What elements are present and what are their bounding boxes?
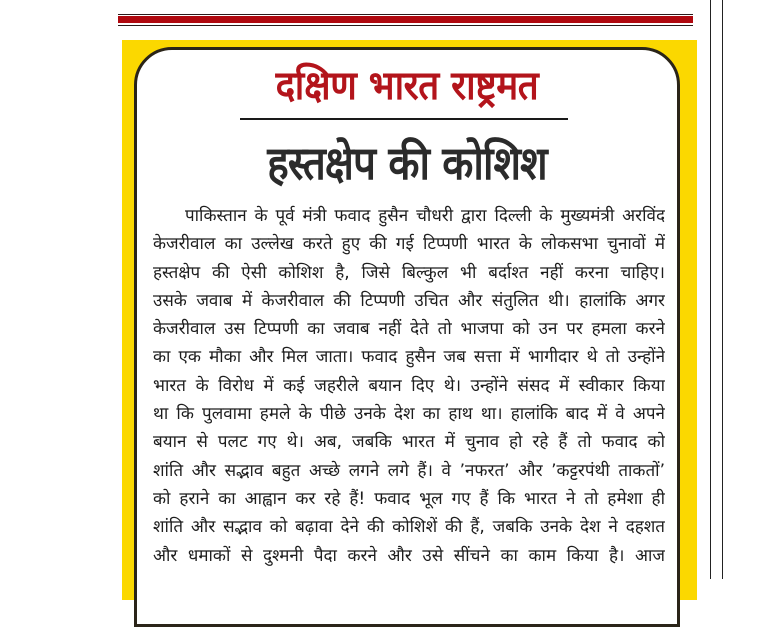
editorial-body xyxy=(153,202,665,570)
body-line: का एक मौका और मिल जाता। फवाद हुसैन जब सत्ता में भागीदार थे तो उन्होंने xyxy=(153,347,665,368)
body-line: केजरीवाल का उल्लेख करते हुए की गई टिप्पणी भारत के लोकसभा चुनावों में xyxy=(153,234,665,255)
column-divider-right xyxy=(722,0,723,579)
top-rule-thin-lower xyxy=(118,25,693,26)
body-line: था कि पुलवामा हमले के पीछे उनके देश का हाथ था। हालांकि बाद में वे अपने xyxy=(153,404,665,425)
editorial-headline: हस्तक्षेप की कोशिश xyxy=(267,136,547,190)
body-line: को हराने का आह्वान कर रहे हैं! फवाद भूल गए हैं कि भारत ने तो हमेशा ही xyxy=(153,488,665,509)
body-line: शांति और सद्भाव बहुत अच्छे लगने लगे हैं। वे ’नफरत’ और ’कट्टरपंथी ताकतों’ xyxy=(153,460,665,481)
masthead-underline xyxy=(240,118,568,120)
body-line: उसके जवाब में केजरीवाल की टिप्पणी उचित और संतुलित थी। हालांकि अगर xyxy=(153,290,665,311)
top-rule-red-band xyxy=(118,16,693,23)
body-line: भारत के विरोध में कई जहरीले बयान दिए थे। उन्होंने संसद में स्वीकार किया xyxy=(153,375,665,396)
body-line: केजरीवाल उस टिप्पणी का जवाब नहीं देते तो भाजपा को उन पर हमला करने xyxy=(153,319,665,340)
column-divider-left xyxy=(710,0,711,579)
body-line: पाकिस्तान के पूर्व मंत्री फवाद हुसैन चौधरी द्वारा दिल्ली के मुख्यमंत्री अरविंद xyxy=(185,206,665,226)
body-line: हस्तक्षेप की ऐसी कोशिश है, जिसे बिल्कुल भी बर्दाश्त नहीं करना चाहिए। xyxy=(153,262,665,283)
masthead-title: दक्षिण भारत राष्ट्रमत xyxy=(275,63,539,109)
body-line: और धमाकों से दुश्मनी पैदा करने और उसे सींचने का काम किया है। आज xyxy=(153,545,665,566)
body-line: शांति और सद्भाव को बढ़ावा देने की कोशिशें की हैं, जबकि उनके देश ने दहशत xyxy=(153,517,665,538)
editorial-card xyxy=(134,47,680,627)
top-rule-thin-upper xyxy=(118,14,693,15)
body-line: बयान से पलट गए थे। अब, जबकि भारत में चुनाव हो रहे हैं तो फवाद को xyxy=(153,432,665,453)
